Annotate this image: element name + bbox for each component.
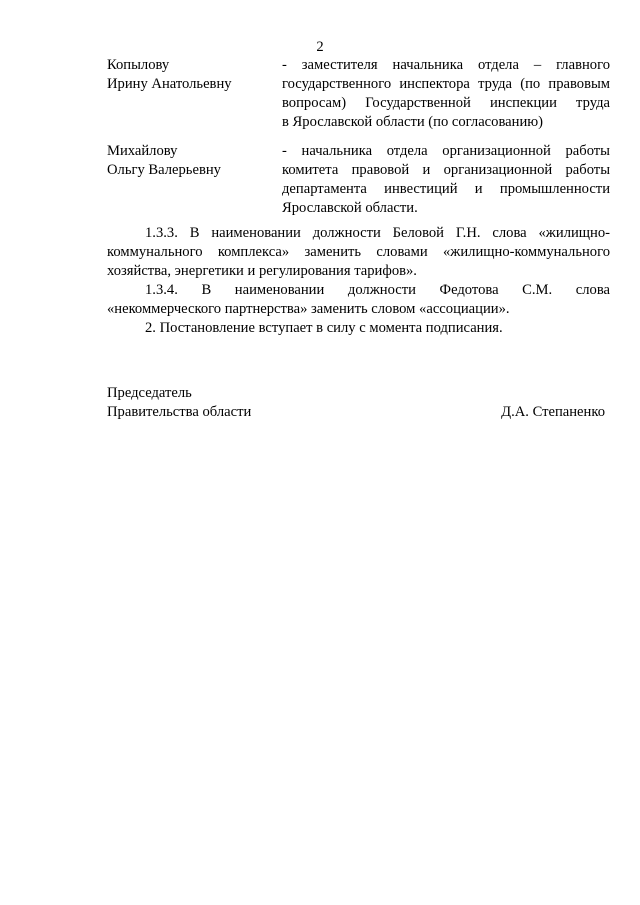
role-line: комитета правовой и организационной работы <box>282 162 610 178</box>
signatory-title-line-2: Правительства области <box>107 404 252 420</box>
person-role <box>282 56 610 132</box>
page-number: 2 <box>316 39 324 55</box>
signatory-title-line-1: Председатель <box>107 385 192 401</box>
role-line: - заместителя начальника отдела – главного <box>282 57 610 73</box>
paragraph-1-3-3 <box>107 224 610 281</box>
role-line: в Ярославской области (по согласованию) <box>282 114 544 130</box>
paragraph-1-3-4 <box>107 281 610 319</box>
paragraph-line: коммунального комплекса» заменить словами «жилищно-коммунального <box>107 244 610 260</box>
role-line: вопросам) Государственной инспекции труда <box>282 95 610 111</box>
role-line: департамента инвестиций и промышленности <box>282 181 610 197</box>
person-surname: Копылову <box>107 57 170 73</box>
person-surname: Михайлову <box>107 143 178 159</box>
paragraph-line: 1.3.4. В наименовании должности Федотова С.М. слова <box>145 282 610 298</box>
signatory-name: Д.А. Степаненко <box>501 404 605 420</box>
person-given-names: Ольгу Валерьевну <box>107 162 221 178</box>
role-line: Ярославской области. <box>282 200 418 216</box>
person-role <box>282 142 610 218</box>
paragraph-2 <box>107 319 610 338</box>
person-given-names: Ирину Анатольевну <box>107 76 232 92</box>
signature-row <box>107 403 610 422</box>
person-name <box>107 142 277 180</box>
paragraph-line: 2. Постановление вступает в силу с момента подписания. <box>145 320 503 336</box>
paragraph-line: 1.3.3. В наименовании должности Беловой Г.Н. слова «жилищно- <box>145 225 610 241</box>
role-line: государственного инспектора труда (по правовым <box>282 76 610 92</box>
person-name <box>107 56 277 94</box>
paragraph-line: хозяйства, энергетики и регулирования тарифов». <box>107 263 417 279</box>
signature-block <box>107 384 610 422</box>
role-line: - начальника отдела организационной работы <box>282 143 610 159</box>
paragraph-line: «некоммерческого партнерства» заменить словом «ассоциации». <box>107 301 510 317</box>
